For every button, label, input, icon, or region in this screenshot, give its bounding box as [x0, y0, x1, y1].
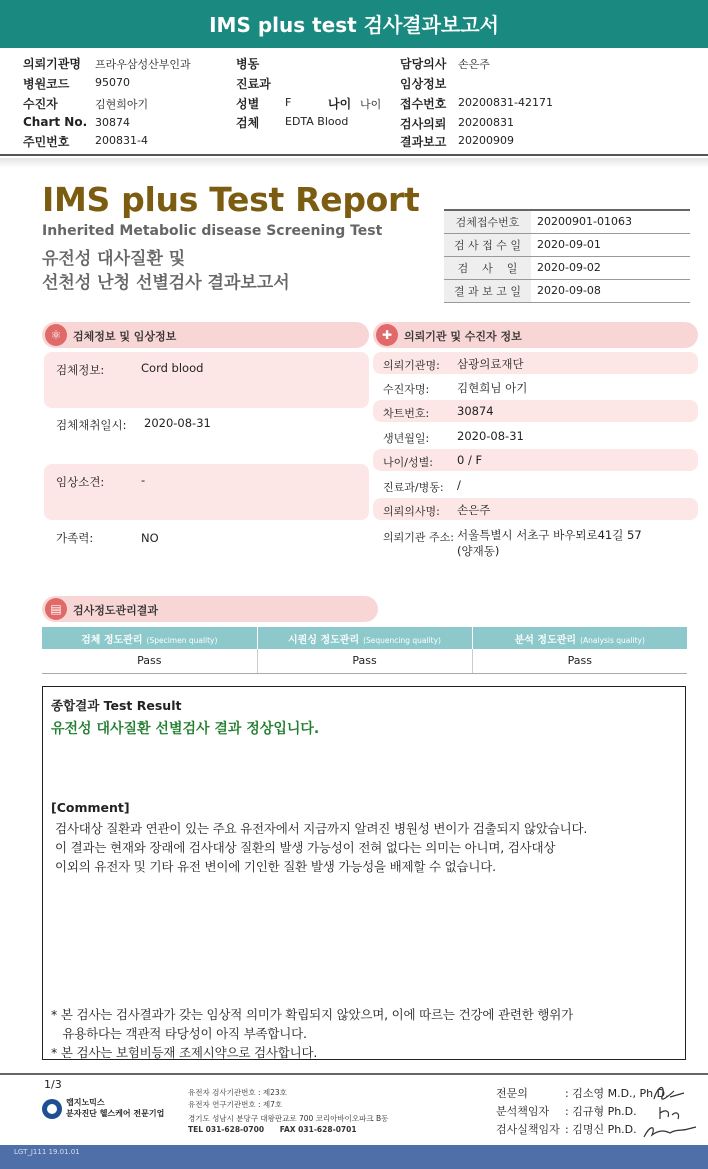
institution-row: [373, 524, 698, 560]
comment-line: 이 결과는 현재와 장래에 검사대상 질환의 발생 가능성이 전혀 없다는 의미는 아니며, 검사대상: [55, 840, 556, 855]
field-label: 진료과/병동:: [383, 481, 444, 494]
field-label: 생년월일:: [383, 432, 430, 445]
specimen-row: [44, 464, 369, 520]
header-value: 20200909: [458, 134, 514, 147]
field-value: 30874: [457, 404, 494, 418]
lab-contact-line: TEL 031-628-0700 FAX 031-628-0701: [188, 1125, 357, 1134]
field-value: 2020-08-31: [457, 429, 524, 443]
specimen-section-header: [42, 322, 369, 348]
comment-line: 검사대상 질환과 연관이 있는 주요 유전자에서 지금까지 알려진 병원성 변이가 검출되지 않았습니다.: [55, 821, 588, 836]
meta-value: 2020-09-08: [531, 279, 690, 302]
signer-role: 전문의: [496, 1087, 528, 1100]
meta-label: 결 과 보 고 일: [444, 279, 531, 302]
section-title: 검사정도관리결과: [73, 604, 159, 617]
header-label: 병동: [236, 57, 260, 71]
header-label: 결과보고: [400, 135, 447, 149]
form-code-bar: [0, 1145, 708, 1169]
report-subtitle-en: Inherited Metabolic disease Screening Test: [42, 223, 383, 239]
signature-images: [640, 1077, 700, 1143]
field-value: Cord blood: [141, 361, 204, 375]
column-header-kr: 검체 정도관리: [81, 634, 143, 646]
flask-icon: ⚛: [45, 324, 67, 346]
field-label: 임상소견:: [56, 475, 105, 489]
signer-name: : 김소영 M.D., Ph.D.: [565, 1087, 669, 1100]
lab-info-line: 유전자 연구기관번호 : 제7호: [188, 1100, 283, 1109]
column-header-kr: 분석 정도관리: [514, 634, 577, 646]
meta-label: 검 사 접 수 일: [444, 233, 531, 256]
meta-value: 2020-09-01: [531, 233, 690, 256]
header-value: 손은주: [458, 58, 490, 71]
header-label: 담당의사: [400, 57, 447, 71]
note-line: 유용하다는 객관적 타당성이 아직 부족합니다.: [51, 1026, 307, 1041]
field-value: 김현희님 아기: [457, 381, 528, 395]
address-line: (양재동): [457, 544, 500, 558]
field-value: 삼광의료재단: [457, 357, 524, 371]
result-summary: 유전성 대사질환 선별검사 결과 정상입니다.: [51, 721, 320, 737]
institution-row: [373, 352, 698, 374]
institution-row: [373, 376, 698, 398]
column-header: [257, 627, 472, 649]
header-label: 검사의뢰: [400, 117, 447, 131]
logo-name: 랩지노믹스: [66, 1098, 105, 1107]
header-label: 병원코드: [23, 77, 70, 91]
header-value: 나이: [360, 98, 382, 111]
logo-icon: [42, 1099, 62, 1119]
hospital-icon: ✚: [376, 324, 398, 346]
comment-header: [Comment]: [51, 800, 130, 815]
qc-value: Pass: [257, 649, 472, 673]
header-label: Chart No.: [23, 115, 88, 129]
field-label: 차트번호:: [383, 407, 430, 420]
lab-info-line: 경기도 성남시 분당구 대왕판교로 700 코리아바이오파크 B동: [188, 1114, 389, 1123]
qc-section-header: [42, 596, 378, 622]
institution-row: [373, 474, 698, 496]
field-label: 의뢰기관명:: [383, 359, 440, 372]
header-label: 나이: [328, 97, 352, 111]
field-value: 손은주: [457, 503, 491, 517]
header-value: EDTA Blood: [285, 115, 349, 128]
table-row: [444, 256, 690, 279]
header-label: 검체: [236, 116, 260, 130]
signer-role: 검사실책임자: [496, 1123, 560, 1136]
result-title: 종합결과 Test Result: [51, 698, 182, 713]
field-label: 의뢰기관 주소:: [383, 531, 454, 544]
meta-value: 20200901-01063: [531, 210, 690, 233]
institution-row: [373, 425, 698, 447]
page-number: 1/3: [44, 1078, 62, 1091]
table-row: [444, 279, 690, 302]
field-label: 가족력:: [56, 531, 94, 545]
column-header-kr: 시퀀싱 정도관리: [288, 634, 360, 646]
header-label: 수진자: [23, 97, 58, 111]
header-label: 성별: [236, 97, 260, 111]
qc-value: Pass: [472, 649, 687, 673]
report-title: IMS plus Test Report: [42, 180, 420, 219]
form-code: LGT_J111 19.01.01: [14, 1148, 80, 1156]
field-value: /: [457, 478, 461, 492]
signer-name: : 김명신 Ph.D.: [565, 1123, 637, 1136]
report-subtitle-kr: 선천성 난청 선별검사 결과보고서: [42, 273, 290, 293]
table-header-row: [42, 627, 687, 649]
column-header-en: (Analysis quality): [580, 635, 645, 645]
field-value: NO: [141, 531, 159, 545]
address-line: 서울특별시 서초구 바우뫼로41길 57: [457, 528, 642, 542]
specimen-row: [44, 520, 369, 554]
header-value: F: [285, 96, 292, 109]
report-subtitle-kr: 유전성 대사질환 및: [42, 249, 186, 269]
institution-row: [373, 498, 698, 520]
field-value: -: [141, 473, 146, 487]
specimen-row: [44, 408, 369, 464]
header-value: 200831-4: [95, 134, 148, 147]
header-value: 30874: [95, 116, 130, 129]
field-label: 나이/성별:: [383, 456, 433, 469]
page-separator: [0, 158, 708, 168]
header-value: 김현희아기: [95, 98, 149, 111]
header-label: 임상정보: [400, 77, 447, 91]
lab-info-line: 유전자 검사기관번호 : 제23호: [188, 1088, 287, 1097]
report-banner: IMS plus test 검사결과보고서: [0, 0, 708, 48]
meta-label: 검 사 일: [444, 256, 531, 279]
field-value: 0 / F: [457, 453, 483, 467]
footer: [0, 1073, 708, 1143]
field-label: 수진자명:: [383, 383, 430, 396]
header-value: 95070: [95, 76, 130, 89]
signer-role: 분석책임자: [496, 1105, 550, 1118]
header-label: 접수번호: [400, 97, 447, 111]
note-line: * 본 검사는 보험비등재 조제시약으로 검사합니다.: [51, 1045, 318, 1060]
institution-row: [373, 400, 698, 422]
table-row: [444, 233, 690, 256]
section-title: 검체정보 및 임상정보: [73, 330, 177, 343]
institution-section-header: [373, 322, 698, 348]
field-label: 의뢰의사명:: [383, 505, 440, 518]
table-row: [42, 649, 687, 673]
note-line: * 본 검사는 검사결과가 갖는 임상적 의미가 확립되지 않았으며, 이에 따르는 건강에 관련한 행위가: [51, 1007, 574, 1022]
meta-value: 2020-09-02: [531, 256, 690, 279]
signer-name: : 김규형 Ph.D.: [565, 1105, 637, 1118]
field-label: 검체채취일시:: [56, 418, 127, 432]
field-label: 검체정보:: [56, 363, 105, 377]
order-header: [0, 48, 708, 156]
test-result-box: [42, 686, 686, 1060]
clipboard-icon: ▤: [45, 598, 67, 620]
table-row: [444, 210, 690, 233]
receipt-info-table: [444, 209, 690, 303]
section-title: 의뢰기관 및 수진자 정보: [404, 330, 522, 343]
comment-line: 이외의 유전자 및 기타 유전 변이에 기인한 질환 발생 가능성을 배제할 수 없습니다.: [55, 859, 496, 874]
header-label: 주민번호: [23, 135, 70, 149]
qc-table: [42, 627, 687, 674]
institution-row: [373, 449, 698, 471]
column-header: [42, 627, 257, 649]
logo-tagline: 분자진단 헬스케어 전문기업: [66, 1109, 165, 1118]
column-header: [472, 627, 687, 649]
meta-label: 검체접수번호: [444, 210, 531, 233]
field-value: 2020-08-31: [144, 416, 211, 430]
header-value: 프라우삼성산부인과: [95, 58, 191, 71]
qc-value: Pass: [42, 649, 257, 673]
specimen-row: [44, 352, 369, 408]
column-header-en: (Specimen quality): [146, 635, 218, 645]
header-value: 20200831-42171: [458, 96, 553, 109]
header-label: 의뢰기관명: [23, 57, 81, 71]
column-header-en: (Sequencing quality): [363, 635, 441, 645]
header-value: 20200831: [458, 116, 514, 129]
header-label: 진료과: [236, 77, 271, 91]
